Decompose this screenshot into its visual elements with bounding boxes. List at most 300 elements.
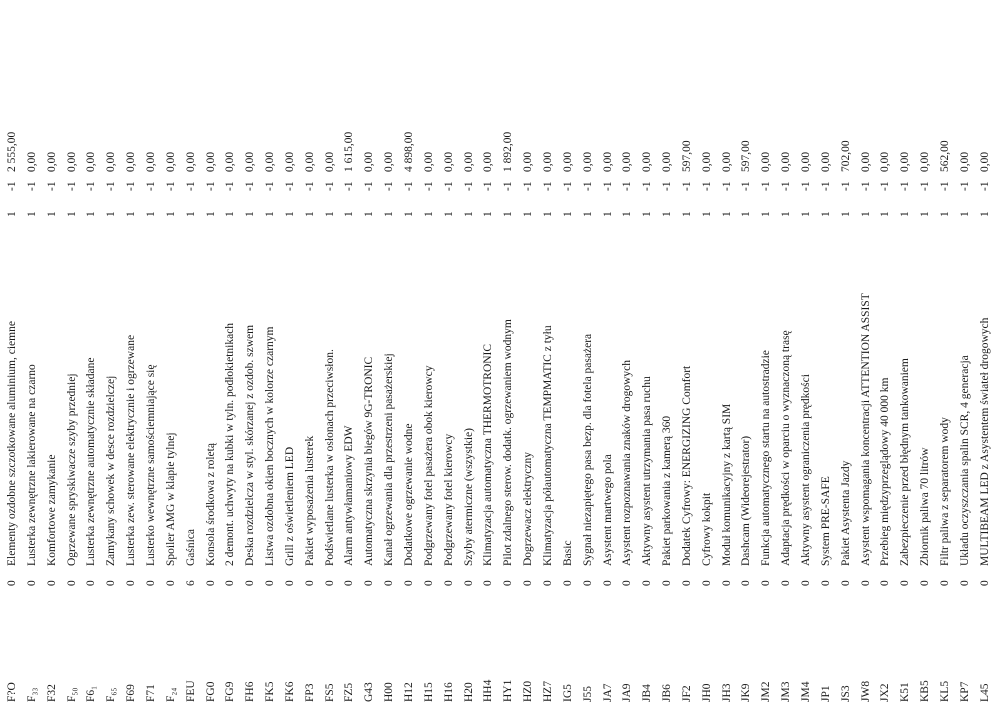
flag-value: 0 [541,580,554,586]
quantity-value: 1 [303,211,316,217]
option-code: JH3 [720,683,733,702]
sign-value: -1 [383,181,396,191]
sign-value: -1 [938,181,951,191]
option-code: JH0 [700,683,713,702]
sign-value: -1 [621,181,634,191]
price-value: 0,00 [422,151,435,172]
quantity-value: 1 [422,211,435,217]
table-row [23,0,42,707]
table-row [876,0,895,707]
sign-value: -1 [125,181,138,191]
flag-value: 0 [403,580,415,586]
table-row [420,0,439,707]
price-value: 702,00 [839,140,852,172]
price-value: 0,00 [700,151,713,172]
table-row [479,0,498,707]
table-row [3,0,22,707]
quantity-value: 1 [125,211,138,217]
table-row [82,0,101,707]
flag-value: 0 [938,580,951,586]
price-value: 0,00 [363,151,376,172]
sign-value: -1 [839,181,852,191]
quantity-value: 1 [403,211,415,217]
table-row [678,0,697,707]
table-row [340,0,359,707]
flag-value: 0 [601,580,614,586]
price-value: 1 615,00 [343,131,356,172]
price-value: 0,00 [958,151,971,172]
sign-value: -1 [264,181,277,191]
option-description: Pakiet wyposażenia lusterek [303,435,316,566]
price-value: 0,00 [144,151,157,172]
price-value: 0,00 [601,151,614,172]
table-row [102,0,121,707]
table-row [360,0,379,707]
quantity-value: 1 [522,211,535,217]
quantity-value: 1 [740,211,753,217]
option-description: Podgrzewany fotel kierowcy [442,433,455,566]
option-description: Lusterka zewnętrzne automatycznie składane [85,357,98,566]
option-description: Komfortowe zamykanie [45,454,58,566]
price-value: 0,00 [65,151,78,172]
quantity-value: 1 [343,211,356,217]
price-value: 597,00 [740,140,753,172]
sign-value: -1 [522,181,535,191]
option-code: F₆₅ [105,687,118,702]
quantity-value: 1 [899,211,912,217]
quantity-value: 1 [958,211,971,217]
option-code: HY1 [502,679,515,702]
option-description: Cyfrowy kokpit [700,492,713,566]
table-row [857,0,876,707]
flag-value: 0 [125,580,138,586]
option-description: Pilot zdalnego sterow. dodatk. ogrzewaniem wodnym [502,319,515,566]
option-description: Filtr paliwa z separatorem wody [938,417,951,566]
price-value: 0,00 [541,151,554,172]
sign-value: -1 [541,181,554,191]
flag-value: 0 [283,580,296,586]
flag-value: 0 [760,580,773,586]
sign-value: -1 [105,181,118,191]
flag-value: 0 [720,580,733,586]
price-value: 0,00 [819,151,832,172]
option-description: Zamykany schowek w desce rozdzielczej [105,375,118,566]
flag-value: 0 [839,580,852,586]
price-value: 0,00 [25,151,38,172]
sign-value: -1 [780,181,793,191]
quantity-value: 1 [502,211,515,217]
table-row [599,0,618,707]
flag-value: 0 [85,580,98,586]
price-value: 0,00 [462,151,475,172]
price-value: 0,00 [760,151,773,172]
flag-value: 0 [105,580,118,586]
option-code: FG9 [224,681,237,702]
option-description: Konsola środkowa z roletą [204,443,217,566]
option-code: F₅₀ [65,687,78,702]
quantity-value: 1 [819,211,832,217]
table-row [400,0,419,707]
quantity-value: 1 [45,211,58,217]
option-code: FK6 [283,681,296,702]
price-value: 0,00 [303,151,316,172]
table-row [380,0,399,707]
option-description: Podgrzewany fotel pasażera obok kierowcy [422,365,435,566]
option-code: H16 [442,682,455,702]
flag-value: 0 [819,580,832,586]
option-code: HZ7 [541,680,554,702]
price-value: 0,00 [204,151,217,172]
option-code: JF2 [680,685,693,702]
sign-value: -1 [244,181,257,191]
option-code: JM3 [780,681,793,702]
option-description: Aktywny asystent utrzymania pasa ruchu [641,376,654,566]
option-description: System PRE-SAFE [819,476,832,566]
option-code: F69 [125,684,138,702]
quantity-value: 1 [363,211,376,217]
option-code: F₂₄ [164,687,177,702]
quantity-value: 1 [482,211,495,217]
table-row [221,0,240,707]
flag-value: 0 [164,580,177,586]
table-row [956,0,975,707]
table-row [559,0,578,707]
option-code: H20 [462,682,475,702]
option-description: Szyby atermiczne (wszystkie) [462,428,475,566]
option-code: H12 [403,682,415,702]
sign-value: -1 [283,181,296,191]
option-description: Funkcja automatycznego startu na autostradzie [760,350,773,566]
option-code: JK9 [740,683,753,702]
sign-value: -1 [462,181,475,191]
sign-value: -1 [65,181,78,191]
quantity-value: 1 [442,211,455,217]
quantity-value: 1 [800,211,812,217]
option-code: FZ5 [343,682,356,702]
option-description: Elementy ozdobne szczotkowane aluminium, ciemne [6,321,18,566]
option-description: Sygnał niezapiętego pasa bezp. dla fotela pasażera [581,333,594,566]
flag-value: 0 [978,580,991,586]
flag-value: 0 [25,580,38,586]
quantity-value: 1 [541,211,554,217]
option-code: IG5 [561,684,574,702]
option-description: Ogrzewane spryskiwacze szyby przedniej [65,373,78,566]
quantity-value: 1 [283,211,296,217]
sign-value: -1 [581,181,594,191]
option-code: JW8 [859,680,872,702]
sign-value: -1 [561,181,574,191]
quantity-value: 1 [919,211,932,217]
option-code: KP7 [958,681,971,702]
sign-value: -1 [899,181,912,191]
price-value: 0,00 [859,151,872,172]
sign-value: -1 [760,181,773,191]
quantity-value: 1 [6,211,18,217]
sign-value: -1 [164,181,177,191]
flag-value: 0 [561,580,574,586]
price-value: 2 555,00 [6,131,18,172]
price-value: 562,00 [938,140,951,172]
option-description: Asystent wspomagania koncentracji ATTENTION ASSIST [859,293,872,566]
price-value: 0,00 [264,151,277,172]
sign-value: -1 [303,181,316,191]
sign-value: -1 [45,181,58,191]
option-code: JB4 [641,684,654,702]
price-value: 1 892,00 [502,131,515,172]
table-row [658,0,677,707]
table-row [757,0,776,707]
quantity-value: 1 [65,211,78,217]
price-value: 0,00 [383,151,396,172]
option-description: Klimatyzacja półautomatyczna TEMPMATIC z tyłu [541,325,554,566]
table-row [539,0,558,707]
option-code: FH6 [244,681,257,702]
price-value: 0,00 [224,151,237,172]
flag-value: 0 [303,580,316,586]
sign-value: -1 [85,181,98,191]
option-code: J55 [581,686,594,702]
option-description: Pakiet Asystenta Jazdy [839,460,852,566]
option-description: Moduł komunikacyjny z kartą SIM [720,403,733,566]
option-description: Dogrzewacz elektryczny [522,452,535,566]
option-code: FP3 [303,683,316,702]
quantity-value: 1 [581,211,594,217]
flag-value: 0 [740,580,753,586]
option-code: FEU [184,680,197,702]
flag-value: 0 [522,580,535,586]
flag-value: 0 [919,580,932,586]
option-code: JM4 [800,681,812,702]
price-value: 0,00 [125,151,138,172]
price-value: 0,00 [641,151,654,172]
option-code: JP1 [819,685,832,702]
option-code: KB5 [919,680,932,702]
option-description: Lusterko wewnętrzne samościemniające się [144,364,157,566]
price-value: 0,00 [621,151,634,172]
sign-value: -1 [800,181,812,191]
flag-value: 0 [264,580,277,586]
sign-value: -1 [978,181,991,191]
table-row [301,0,320,707]
sign-value: -1 [958,181,971,191]
table-row [916,0,935,707]
option-code: KL5 [938,680,951,702]
quantity-value: 1 [780,211,793,217]
option-description: Gaśnica [184,528,197,566]
sign-value: -1 [601,181,614,191]
sign-value: -1 [919,181,932,191]
price-value: 0,00 [244,151,257,172]
table-row [579,0,598,707]
quantity-value: 1 [978,211,991,217]
price-value: 0,00 [561,151,574,172]
quantity-value: 1 [144,211,157,217]
option-description: MULTIBEAM LED z Asystentem świateł drogowych [978,317,991,566]
flag-value: 0 [780,580,793,586]
price-value: 0,00 [522,151,535,172]
flag-value: 0 [244,580,257,586]
table-row [618,0,637,707]
quantity-value: 1 [938,211,951,217]
flag-value: 0 [621,580,634,586]
quantity-value: 1 [720,211,733,217]
sign-value: -1 [6,181,18,191]
flag-value: 0 [383,580,396,586]
price-value: 0,00 [184,151,197,172]
table-row [281,0,300,707]
option-description: Układu oczyszczania spalin SCR, 4 generacja [958,355,971,566]
table-row [63,0,82,707]
option-description: Listwa ozdobna okien bocznych w kolorze czarnym [264,326,277,566]
quantity-value: 1 [680,211,693,217]
price-value: 0,00 [581,151,594,172]
option-description: Zbiornik paliwa 70 litrów [919,447,932,566]
flag-value: 0 [859,580,872,586]
table-row [321,0,340,707]
option-code: JS3 [839,685,852,702]
option-description: 2 demont. uchwyty na kubki w tyln. podłokietnikach [224,322,237,566]
sign-value: -1 [879,181,892,191]
flag-value: 0 [958,580,971,586]
table-row [142,0,161,707]
option-description: Lusterka zew. sterowane elektrycznie i ogrzewane [125,334,138,566]
quantity-value: 1 [641,211,654,217]
price-value: 0,00 [45,151,58,172]
table-row [976,0,995,707]
price-value: 0,00 [800,151,812,172]
quantity-value: 1 [621,211,634,217]
option-code: JM2 [760,681,773,702]
flag-value: 0 [65,580,78,586]
option-description: Deska rozdzielcza w styl. skórzanej z ozdob. szwem [244,324,257,566]
quantity-value: 1 [462,211,475,217]
option-code: JA7 [601,683,614,702]
option-code: F6₁ [85,685,98,702]
option-description: Spoiler AMG w klapie tylnej [164,432,177,566]
price-value: 0,00 [323,151,336,172]
option-code: FS5 [323,683,336,702]
sign-value: -1 [442,181,455,191]
option-description: Klimatyzacja automatyczna THERMOTRONIC [482,343,495,566]
option-code: K51 [899,682,912,702]
flag-value: 0 [680,580,693,586]
option-description: Basic [561,540,574,566]
sign-value: -1 [343,181,356,191]
flag-value: 0 [700,580,713,586]
table-row [837,0,856,707]
sign-value: -1 [661,181,674,191]
table-row [182,0,201,707]
sign-value: -1 [859,181,872,191]
flag-value: 0 [661,580,674,586]
sign-value: -1 [641,181,654,191]
sign-value: -1 [25,181,38,191]
flag-value: 0 [800,580,812,586]
price-value: 0,00 [442,151,455,172]
quantity-value: 1 [661,211,674,217]
option-code: F32 [45,684,58,702]
table-row [440,0,459,707]
price-value: 0,00 [919,151,932,172]
option-description: Aktywny asystent ograniczenia prędkości [800,374,812,566]
flag-value: 0 [879,580,892,586]
quantity-value: 1 [839,211,852,217]
option-code: F?O [6,682,18,702]
option-description: Lusterka zewnętrzne lakierowane na czarno [25,364,38,566]
flag-value: 0 [323,580,336,586]
table-row [162,0,181,707]
sign-value: -1 [819,181,832,191]
price-value: 4 898,00 [403,131,415,172]
price-value: 0,00 [720,151,733,172]
table-row [261,0,280,707]
quantity-value: 1 [760,211,773,217]
quantity-value: 1 [184,211,197,217]
flag-value: 0 [6,580,18,586]
option-description: Pakiet parkowania z kamerą 360 [661,415,674,566]
sign-value: -1 [403,181,415,191]
option-description: Asystent martwego pola [601,454,614,566]
quantity-value: 1 [879,211,892,217]
option-description: Przebieg międzyprzeglądowy 40 000 km [879,377,892,566]
sign-value: -1 [204,181,217,191]
sign-value: -1 [144,181,157,191]
option-code: JA9 [621,683,634,702]
price-value: 0,00 [780,151,793,172]
table-row [638,0,657,707]
quantity-value: 1 [25,211,38,217]
option-description: Kanał ogrzewania dla przestrzeni pasażerskiej [383,353,396,566]
option-description: Podświetlane lusterka w osłonach przeciwsłon. [323,349,336,566]
flag-value: 6 [184,580,197,586]
option-code: HH4 [482,679,495,702]
quantity-value: 1 [700,211,713,217]
quantity-value: 1 [383,211,396,217]
quantity-value: 1 [105,211,118,217]
sign-value: -1 [680,181,693,191]
price-value: 597,00 [680,140,693,172]
table-row [460,0,479,707]
quantity-value: 1 [561,211,574,217]
option-description: Dodatkowe ogrzewanie wodne [403,423,415,566]
flag-value: 0 [899,580,912,586]
quantity-value: 1 [264,211,277,217]
option-code: JB6 [661,684,674,702]
table-row [737,0,756,707]
table-row [202,0,221,707]
table-row [797,0,816,707]
option-description: Dodatek Cyfrowy: ENERGIZING Comfort [680,365,693,566]
quantity-value: 1 [85,211,98,217]
flag-value: 0 [462,580,475,586]
quantity-value: 1 [224,211,237,217]
price-value: 0,00 [978,151,991,172]
table-row [241,0,260,707]
quantity-value: 1 [323,211,336,217]
quantity-value: 1 [601,211,614,217]
flag-value: 0 [224,580,237,586]
sign-value: -1 [502,181,515,191]
option-description: Dashcam (Wideorejestrator) [740,435,753,566]
flag-value: 0 [422,580,435,586]
table-row [718,0,737,707]
table-row [896,0,915,707]
sign-value: -1 [422,181,435,191]
flag-value: 0 [45,580,58,586]
price-value: 0,00 [482,151,495,172]
price-value: 0,00 [283,151,296,172]
option-code: JX2 [879,683,892,702]
